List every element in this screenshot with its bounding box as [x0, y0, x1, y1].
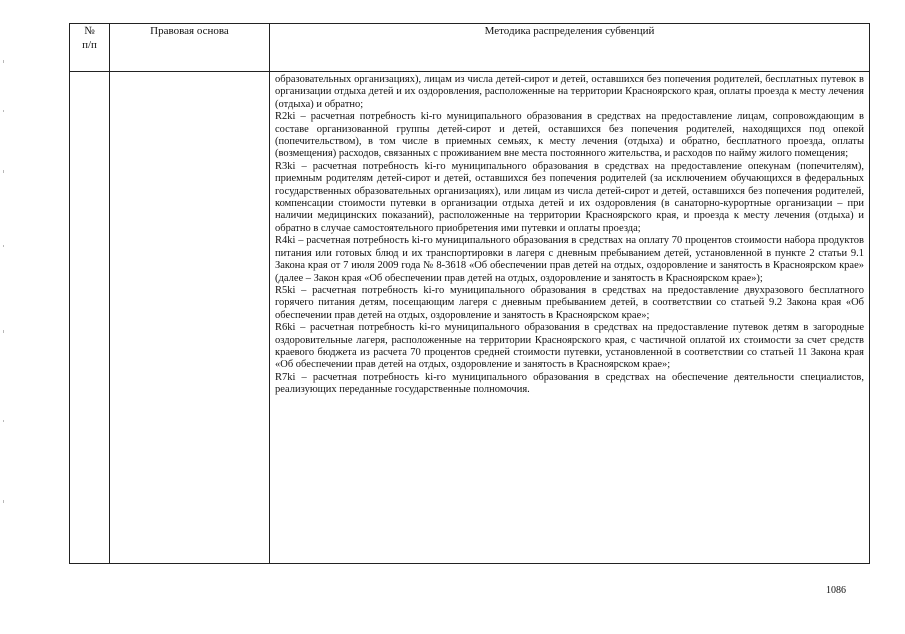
- table-header-row: [70, 24, 870, 72]
- header-methodology: Методика распределения субвенций: [270, 24, 870, 72]
- methodology-paragraph-r7: R7ki – расчетная потребность ki-го муниципального образования в средствах на обеспечение деятельности специалистов, реализующих переданные государственные полномочия.: [275, 371, 864, 396]
- subventions-table: [69, 23, 870, 564]
- cell-legal-basis: [110, 72, 270, 564]
- header-number-symbol: №: [84, 25, 95, 37]
- methodology-paragraph-r2: R2ki – расчетная потребность ki-го муниципального образования в средствах на предоставление лицам, сопровождающим в составе организованной группы детей-сирот и детей, оставшихся без попечения родителей, находящихся под опекой (попечительством), в том числе в приемных семьях, к месту лечения (отдыха) и обратно, бесплатного проезда, оплаты (возмещения) расходов, связанных с проживанием вне места постоянного жительства, и расходов по найму жилого помещения;: [275, 111, 864, 160]
- methodology-paragraph-r5: R5ki – расчетная потребность ki-го муниципального образования в средствах на предоставление двухразового бесплатного горячего питания детям, посещающим лагеря с дневным пребыванием детей, в соответствии со статьей 9.2 Закона края «Об обеспечении прав детей на отдых, оздоровление и занятость в Красноярском крае»;: [275, 284, 864, 321]
- methodology-paragraph-r3: R3ki – расчетная потребность ki-го муниципального образования в средствах на предоставление опекунам (попечителям), приемным родителям детей-сирот и детей, оставшихся без попечения родителей (за исключением обучающихся в федеральных государственных образовательных организациях), или лицам из числа детей-сирот и детей, оставшихся без попечения родителей, компенсации стоимости путевки в организации отдыха детей и их оздоровления (в санаторно-курортные организации – при наличии медицинских показаний), расположенные на территории Красноярского края, и проезда к месту лечения (отдыха) и обратно в случае самостоятельного приобретения ими путевки и оплаты проезда;: [275, 160, 864, 234]
- page-number: 1086: [826, 585, 846, 596]
- scan-edge-marks: [3, 0, 5, 634]
- cell-number: [70, 72, 110, 564]
- methodology-paragraph-r4: R4ki – расчетная потребность ki-го муниципального образования в средствах на оплату 70 процентов стоимости набора продуктов питания или готовых блюд и их транспортировки в лагеря с дневным пребыванием детей, установленной в пункте 2 статьи 9.1 Закона края от 7 июля 2009 года № 8-3618 «Об обеспечении прав детей на отдых, оздоровление и занятость в Красноярском крае» (далее – Закон края «Об обеспечении прав детей на отдых, оздоровление и занятость в Красноярском крае»);: [275, 235, 864, 284]
- header-legal-basis: Правовая основа: [110, 24, 270, 72]
- methodology-paragraph-r6: R6ki – расчетная потребность ki-го муниципального образования в средствах на предоставление путевок детям в загородные оздоровительные лагеря, расположенные на территории Красноярского края, с частичной оплатой их стоимости за счет средств краевого бюджета из расчета 70 процентов средней стоимости путевки, установленной в соответствии со статьей 11 Закона края «Об обеспечении прав детей на отдых, оздоровление и занятость в Красноярском крае»;: [275, 322, 864, 371]
- header-number: [70, 24, 110, 72]
- table-row: [70, 72, 870, 564]
- methodology-paragraph: образовательных организациях), лицам из числа детей-сирот и детей, оставшихся без попечения родителей, бесплатных путевок в организации отдыха детей и их оздоровления, расположенные на территории Красноярского края, оплаты проезда к месту лечения (отдыха) и обратно;: [275, 74, 864, 110]
- cell-methodology: [270, 72, 870, 564]
- header-number-abbr: п/п: [82, 39, 97, 51]
- methodology-text: [270, 72, 869, 563]
